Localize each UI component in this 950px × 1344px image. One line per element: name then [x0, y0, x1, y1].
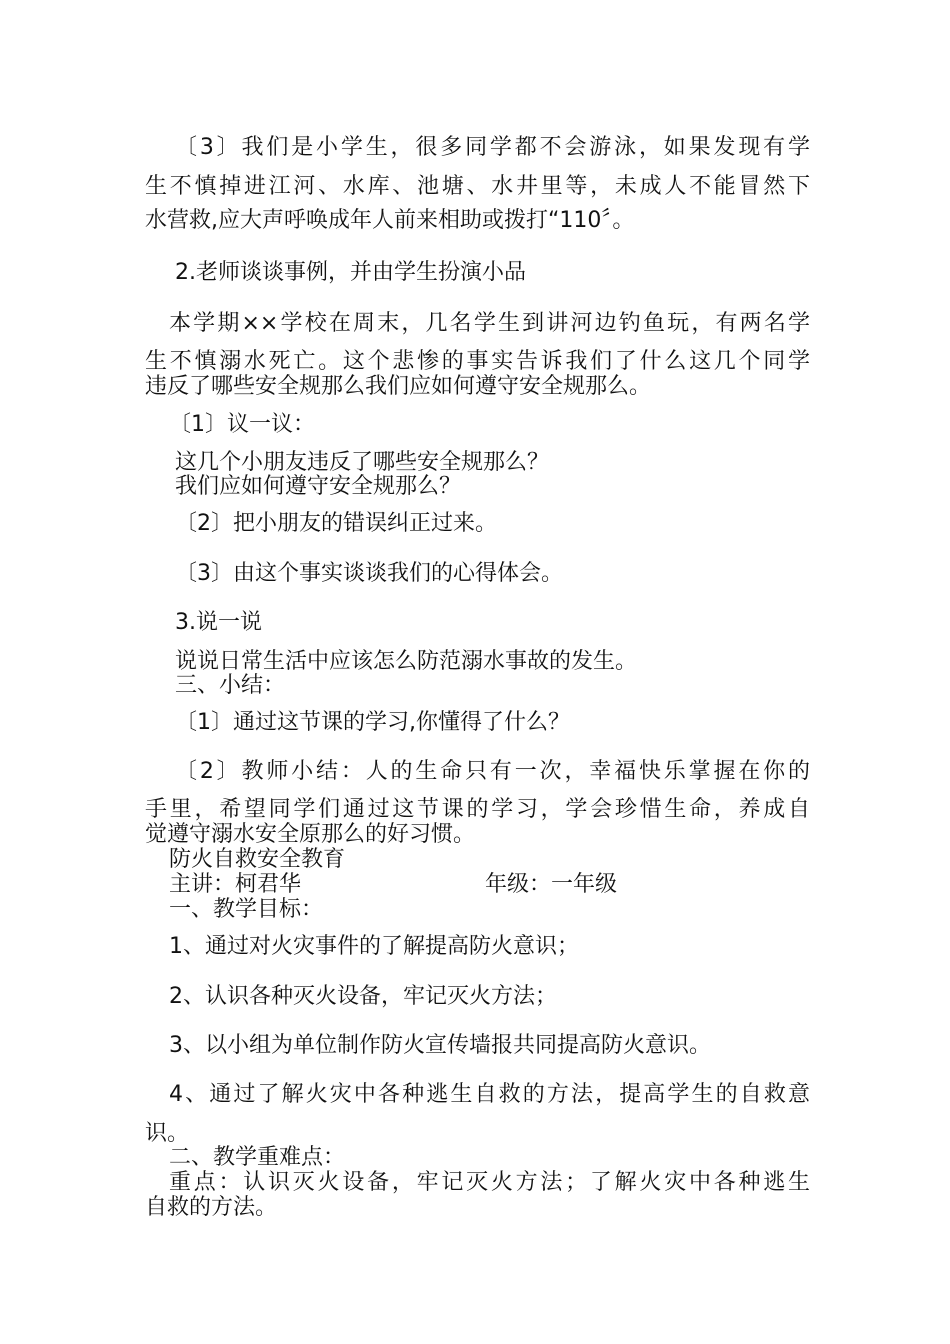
grade-label: 年级：一年级: [485, 872, 618, 897]
paragraph-line: 手里，希望同学们通过这节课的学习，学会珍惜生命，养成自: [145, 797, 810, 822]
speaker-label: 主讲：柯君华: [169, 872, 302, 897]
question-item: 〔2〕把小朋友的错误纠正过来。: [175, 511, 497, 536]
question-line: 我们应如何遵守安全规那么？: [175, 474, 462, 499]
section-heading: 3.说一说: [175, 610, 262, 635]
goal-item: 1、通过对火灾事件的了解提高防火意识；: [169, 934, 579, 959]
paragraph-line: 水营救,应大声呼唤成年人前来相助或拨打“110〞。: [145, 208, 635, 233]
question-item: 〔1〕议一议：: [169, 412, 315, 437]
paragraph-line: 生不慎溺水死亡。这个悲惨的事实告诉我们了什么这几个同学: [145, 349, 810, 374]
question-line: 这几个小朋友违反了哪些安全规那么？: [175, 450, 550, 475]
paragraph-line: 〔2〕教师小结：人的生命只有一次，幸福快乐掌握在你的: [175, 759, 810, 784]
paragraph-line: 〔3〕我们是小学生，很多同学都不会游泳，如果发现有学: [175, 135, 810, 160]
goal-item: 4、通过了解火灾中各种逃生自救的方法，提高学生的自救意: [169, 1082, 810, 1107]
section-heading: 一、教学目标：: [169, 897, 324, 922]
goal-item: 3、以小组为单位制作防火宣传墙报共同提高防火意识。: [169, 1033, 711, 1058]
lesson-title: 防火自救安全教育: [169, 847, 346, 872]
paragraph-line: 重点：认识灭火设备，牢记灭火方法；了解火灾中各种逃生: [169, 1170, 810, 1195]
summary-item: 〔1〕通过这节课的学习,你懂得了什么？: [175, 710, 570, 735]
section-heading: 2.老师谈谈事例，并由学生扮演小品: [175, 260, 526, 285]
paragraph-line: 说说日常生活中应该怎么防范溺水事故的发生。: [175, 649, 638, 674]
paragraph-line: 本学期××学校在周末，几名学生到讲河边钓鱼玩，有两名学: [169, 311, 810, 336]
section-heading: 三、小结：: [175, 673, 286, 698]
paragraph-line: 违反了哪些安全规那么我们应如何遵守安全规那么。: [145, 374, 652, 399]
paragraph-line: 觉遵守溺水安全原那么的好习惯。: [145, 822, 476, 847]
goal-item: 2、认识各种灭火设备，牢记灭火方法；: [169, 984, 557, 1009]
paragraph-line: 自救的方法。: [145, 1195, 278, 1220]
paragraph-line: 生不慎掉进江河、水库、池塘、水井里等，未成人不能冒然下: [145, 174, 810, 199]
section-heading: 二、教学重难点：: [169, 1145, 346, 1170]
question-item: 〔3〕由这个事实谈谈我们的心得体会。: [175, 561, 563, 586]
goal-item-continuation: 识。: [145, 1121, 190, 1146]
